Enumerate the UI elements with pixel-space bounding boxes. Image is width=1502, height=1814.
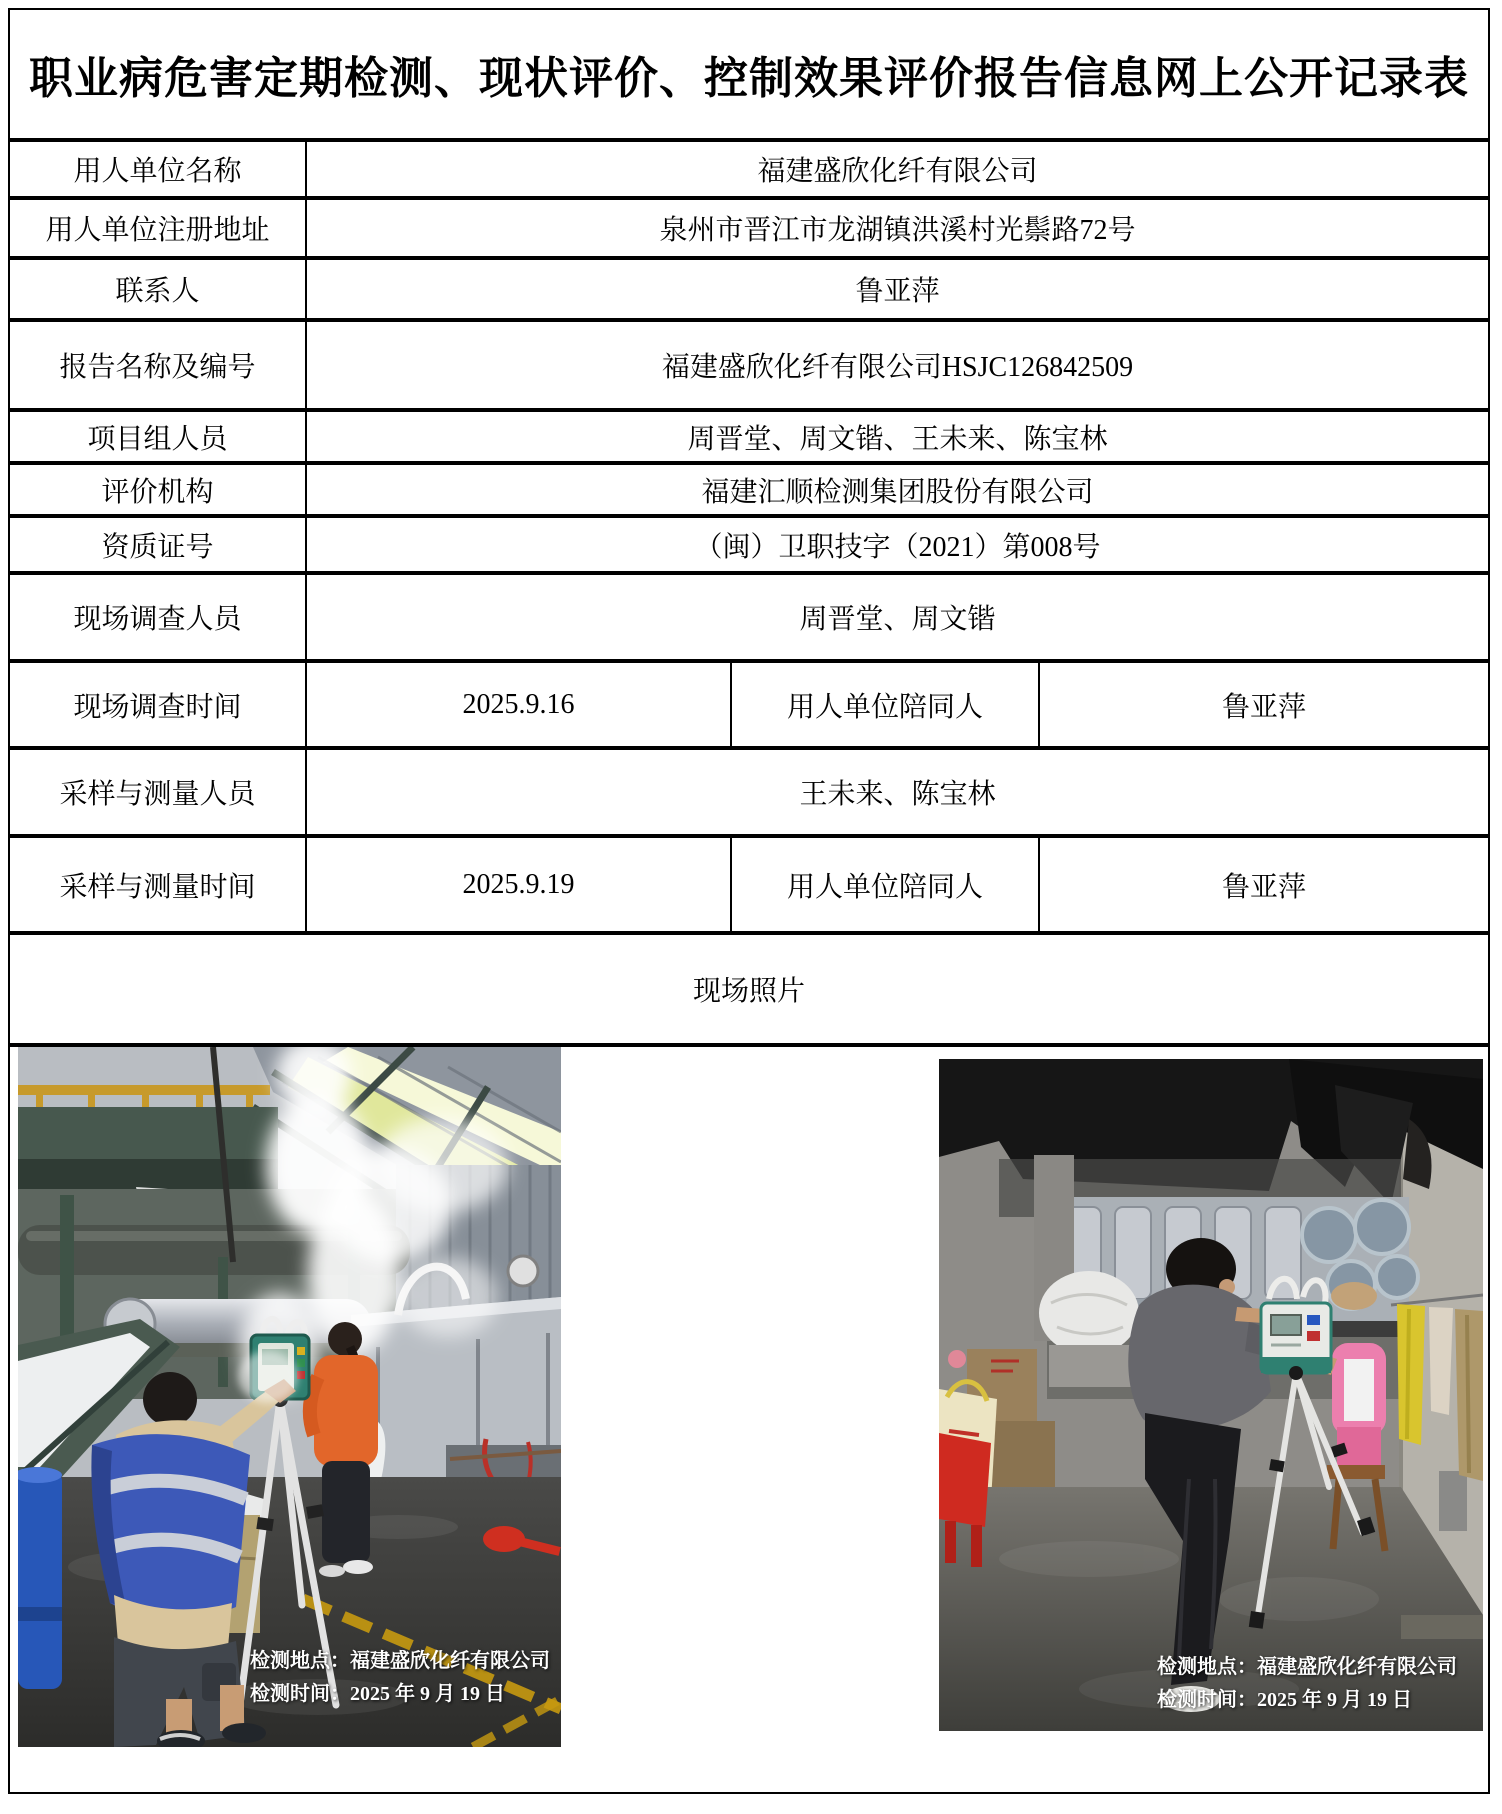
- caption-location: 检测地点：福建盛欣化纤有限公司: [1157, 1656, 1457, 1678]
- photo-caption-left: [250, 1645, 550, 1711]
- sampling-time-date: 2025.9.19: [307, 838, 732, 931]
- row-label-qualification-cert: 资质证号: [10, 518, 307, 571]
- row-value-project-team: 周晋堂、周文锴、王未来、陈宝林: [687, 423, 1108, 455]
- sampling-personnel-label: 采样与测量人员: [10, 750, 307, 834]
- factory-scene-right-illustration: [939, 1059, 1483, 1731]
- table-row: [10, 571, 1488, 659]
- row-label-project-team: 项目组人员: [10, 412, 307, 461]
- table-row: [10, 746, 1488, 834]
- table-row: [10, 318, 1488, 408]
- photo-section-header-row: [10, 931, 1488, 1043]
- photo-caption-right: [1157, 1651, 1457, 1717]
- row-label-registered-address: 用人单位注册地址: [10, 200, 307, 256]
- factory-scene-left-illustration: [18, 1047, 561, 1747]
- survey-time-date: 2025.9.16: [307, 663, 732, 746]
- site-photo-left: [18, 1047, 561, 1747]
- sampling-time-label: 采样与测量时间: [10, 838, 307, 931]
- row-value-site-survey-personnel: 周晋堂、周文锴: [799, 604, 996, 635]
- photo-section-label: 现场照片: [692, 976, 805, 1007]
- row-label-employer-name: 用人单位名称: [10, 142, 307, 196]
- survey-companion-label: 用人单位陪同人: [732, 663, 1040, 746]
- title-row: [10, 10, 1488, 138]
- caption-time: 检测时间：2025 年 9 月 19 日: [1157, 1689, 1412, 1711]
- row-value-contact-person: 鲁亚萍: [855, 276, 940, 307]
- table-row: [10, 408, 1488, 461]
- photos-row: [10, 1043, 1488, 1792]
- caption-time: 检测时间：2025 年 9 月 19 日: [250, 1683, 505, 1705]
- table-row: [10, 256, 1488, 318]
- table-row: [10, 461, 1488, 514]
- sampling-companion-label: 用人单位陪同人: [732, 838, 1040, 931]
- sampling-companion-name: 鲁亚萍: [1221, 871, 1306, 903]
- row-label-report-name-number: 报告名称及编号: [10, 322, 307, 408]
- row-value-employer-name: 福建盛欣化纤有限公司: [757, 156, 1038, 187]
- table-row: [10, 514, 1488, 571]
- survey-time-label: 现场调查时间: [10, 663, 307, 746]
- table-row-sampling-time: [10, 834, 1488, 931]
- row-value-evaluation-agency: 福建汇顺检测集团股份有限公司: [701, 476, 1094, 508]
- caption-location: 检测地点：福建盛欣化纤有限公司: [250, 1650, 550, 1672]
- page-title: 职业病危害定期检测、现状评价、控制效果评价报告信息网上公开记录表: [29, 54, 1469, 103]
- site-photo-right: [939, 1059, 1483, 1731]
- row-value-registered-address: 泉州市晋江市龙湖镇洪溪村光鬃路72号: [659, 215, 1136, 246]
- row-label-site-survey-personnel: 现场调查人员: [10, 575, 307, 659]
- table-row-survey-time: [10, 659, 1488, 746]
- row-label-evaluation-agency: 评价机构: [10, 465, 307, 514]
- row-label-contact-person: 联系人: [10, 260, 307, 318]
- table-row: [10, 138, 1488, 196]
- sampling-personnel-value: 王未来、陈宝林: [799, 779, 996, 810]
- table-row: [10, 196, 1488, 256]
- row-value-report-name-number: 福建盛欣化纤有限公司HSJC126842509: [661, 352, 1134, 383]
- row-value-qualification-cert: （闽）卫职技字（2021）第008号: [694, 531, 1101, 563]
- survey-companion-name: 鲁亚萍: [1221, 691, 1306, 723]
- table-frame: [8, 8, 1490, 1794]
